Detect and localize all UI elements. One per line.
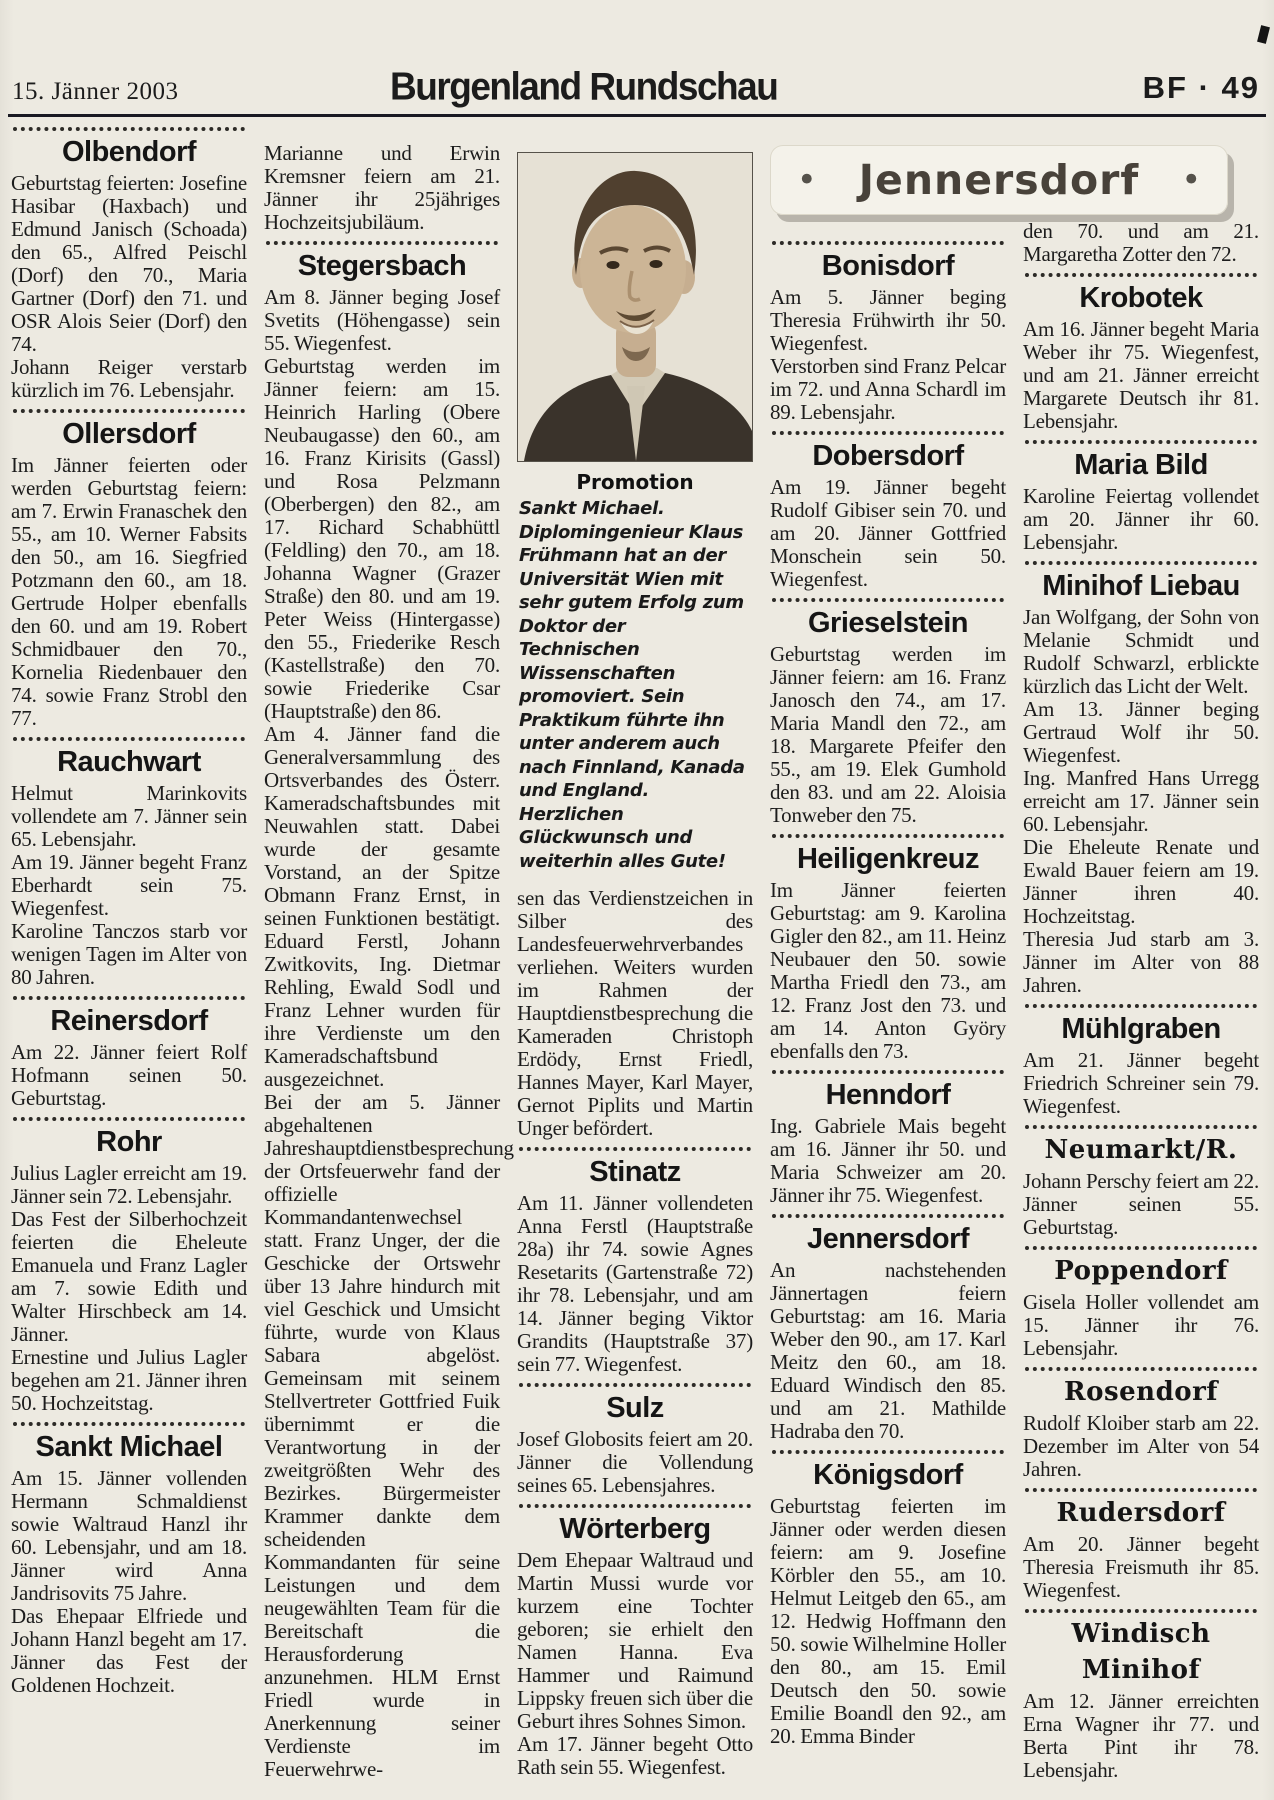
columns [11,120,1263,1782]
article-paragraph: Johann Reiger verstarb kürzlich im 76. Lebensjahr. [11,355,247,402]
article-paragraph: den 70. und am 21. Margaretha Zotter den 72. [1023,219,1259,266]
article-paragraph: Verstorben sind Franz Pelcar im 72. und Anna Schardl im 89. Lebensjahr. [770,354,1006,424]
article-paragraph: Geburtstag werden im Jänner feiern: am 16. Franz Janosch den 74., am 17. Maria Mandl den 72., am 18. Margarete Pfeifer den 55., am 19. Elek Gumhold den 83. und am 22. Aloisia Tonweber den 75. [770,642,1006,827]
section-title-henndorf: Henndorf [825,1079,951,1111]
section-title-windisch-minihof: Windisch Minihof [1071,1619,1211,1685]
article-paragraph: Am 19. Jänner begeht Franz Eberhardt sein 75. Wiegenfest. [11,850,247,920]
column-4 [770,234,1006,1748]
dotted-separator [13,1117,245,1121]
column-2 [264,141,514,1781]
article-paragraph: Gisela Holler vollendet am 15. Jänner ihr 76. Lebensjahr. [1023,1290,1259,1360]
dotted-separator [519,1383,751,1387]
dotted-separator [13,409,245,413]
newspaper-title: Burgenland Rundschau [390,65,778,108]
article-paragraph: Helmut Marinkovits vollendete am 7. Jänner sein 65. Lebensjahr. [11,781,247,851]
issue-date: 15. Jänner 2003 [12,78,179,105]
portrait-photo [517,152,753,462]
section-title-rohr: Rohr [96,1126,162,1158]
dotted-separator [1025,1488,1257,1492]
article-paragraph: Am 17. Jänner begeht Otto Rath sein 55. Wiegenfest. [517,1732,753,1779]
article-paragraph: Geburtstag feierten im Jänner oder werden diesen feiern: am 9. Josefine Körbler den 55., am 10. Helmut Leitgeb den 65., am 12. Hedwig Hoffmann den 50. sowie Wilhelmine Holler den 80., am 15. Emil Deutsch den 50. sowie Emilie Boandl den 92., am 20. Emma Binder [770,1494,1006,1748]
dotted-separator [1025,440,1257,444]
dotted-separator [772,431,1004,435]
dotted-separator [1025,273,1257,277]
scan-mark [1257,25,1270,44]
district-banner [770,145,1228,215]
article-paragraph: Das Fest der Silberhochzeit feierten die Eheleute Emanuela und Franz Lagler am 7. sowie Edith und Walter Hirschbeck am 14. Jänner. [11,1207,247,1346]
section-title-dobersdorf: Dobersdorf [812,440,964,472]
section-title-stinatz: Stinatz [589,1156,681,1188]
article-paragraph: Ing. Gabriele Mais begeht am 16. Jänner ihr 50. und Maria Schweizer am 20. Jänner ihr 75. Wiegenfest. [770,1114,1006,1207]
portrait-illustration [518,153,752,461]
article-paragraph: Am 22. Jänner feiert Rolf Hofmann seinen 50. Geburtstag. [11,1040,247,1110]
article-paragraph: An nachstehenden Jännertagen feiern Geburtstag: am 16. Maria Weber den 90., am 17. Karl Meitz den 60., am 18. Eduard Windisch den 85. und am 21. Mathilde Hadraba den 70. [770,1258,1006,1443]
dotted-separator [13,996,245,1000]
article-paragraph: Im Jänner feierten Geburtstag: am 9. Karolina Gigler den 82., am 11. Heinz Neubauer den 50. sowie Martha Friedl den 73., am 12. Franz Jost den 73. und am 14. Anton Györy ebenfalls den 73. [770,878,1006,1063]
caption-text: Sankt Michael. Diplomingenieur Klaus Frühmann hat an der Universität Wien mit sehr gutem Erfolg zum Doktor der Technischen Wissenschaften promoviert. Sein Praktikum führte ihn unter anderem auch nach Finnland, Kanada und England. Herzlichen Glückwunsch und weiterhin alles Gute! [519,498,745,872]
section-title-rudersdorf: Rudersdorf [1056,1498,1226,1528]
article-paragraph: Die Eheleute Renate und Ewald Bauer feiern am 19. Jänner ihren 40. Hochzeitstag. [1023,835,1259,928]
article-paragraph: Am 5. Jänner beging Theresia Frühwirth ihr 50. Wiegenfest. [770,285,1006,355]
section-title-k-nigsdorf: Königsdorf [813,1459,963,1491]
article-paragraph: Geburtstag feierten: Josefine Hasibar (Haxbach) und Edmund Janisch (Schoada) den 65., Alfred Peischl (Dorf) den 70., Maria Gartner (Dorf) den 71. und OSR Alois Seier (Dorf) den 74. [11,171,247,356]
column-1 [11,120,247,1697]
article-paragraph: Das Ehepaar Elfriede und Johann Hanzl begeht am 17. Jänner das Fest der Goldenen Hochzeit. [11,1604,247,1697]
dotted-separator [1025,1004,1257,1008]
dotted-separator [1025,1125,1257,1129]
section-title-maria-bild: Maria Bild [1074,449,1208,481]
section-title-rauchwart: Rauchwart [57,746,201,778]
article-paragraph: Johann Perschy feiert am 22. Jänner seinen 55. Geburtstag. [1023,1169,1259,1239]
section-title-sulz: Sulz [606,1392,664,1424]
article-paragraph: Am 19. Jänner begeht Rudolf Gibiser sein 70. und am 20. Jänner Gottfried Monschein sein 50. Wiegenfest. [770,475,1006,591]
article-paragraph: Karoline Feiertag vollendet am 20. Jänner ihr 60. Lebensjahr. [1023,484,1259,554]
article-paragraph: Am 12. Jänner erreichten Erna Wagner ihr 77. und Berta Pint ihr 78. Lebensjahr. [1023,1689,1259,1782]
dotted-separator [1025,1246,1257,1250]
article-paragraph: Marianne und Erwin Kremsner feiern am 21. Jänner ihr 25jähriges Hochzeitsjubiläum. [264,141,500,234]
article-paragraph: Am 13. Jänner beging Gertraud Wolf ihr 50. Wiegenfest. [1023,697,1259,767]
article-paragraph: Am 15. Jänner vollenden Hermann Schmaldienst sowie Waltraud Hanzl ihr 60. Lebensjahr, und am 18. Jänner wird Anna Jandrisovits 75 Jahre. [11,1466,247,1605]
article-paragraph: Theresia Jud starb am 3. Jänner im Alter von 88 Jahren. [1023,927,1259,997]
photo-caption [519,470,751,873]
article-paragraph: Am 16. Jänner begeht Maria Weber ihr 75. Wiegenfest, und am 21. Jänner erreicht Margarete Deutsch ihr 81. Lebensjahr. [1023,317,1259,433]
column-3 [517,152,753,1779]
section-title-jennersdorf: Jennersdorf [806,1223,970,1255]
section-title-reinersdorf: Reinersdorf [50,1005,208,1037]
banner-bullet-right-icon: • [1181,160,1202,200]
section-title-olbendorf: Olbendorf [61,136,197,168]
article-paragraph: Dem Ehepaar Waltraud und Martin Mussi wurde vor kurzem eine Tochter geboren; sie erhielt den Namen Hanna. Eva Hammer und Raimund Lippsky freuen sich über die Geburt ihres Sohnes Simon. [517,1548,753,1733]
article-paragraph: Josef Globosits feiert am 20. Jänner die Vollendung seines 65. Lebensjahres. [517,1427,753,1497]
dotted-separator [519,1147,751,1151]
dotted-separator [772,1450,1004,1454]
banner-label: Jennersdorf [858,156,1140,204]
article-paragraph: sen das Verdienstzeichen in Silber des Landesfeuerwehrverbandes verliehen. Weiters wurden im Rahmen der Hauptdienstbesprechung die Kameraden Christoph Erdödy, Ernst Friedl, Hannes Mayer, Karl Mayer, Gernot Piplits und Martin Unger befördert. [517,886,753,1140]
dotted-separator [772,598,1004,602]
caption-title: Promotion [576,470,694,494]
dotted-separator [1025,561,1257,565]
dotted-separator [772,834,1004,838]
dotted-separator [1025,1609,1257,1613]
dotted-separator [772,1214,1004,1218]
article-paragraph: Am 11. Jänner vollendeten Anna Ferstl (Hauptstraße 28a) ihr 74. sowie Agnes Resetarits (Gartenstraße 72) ihr 78. Lebensjahr, und am 14. Jänner beging Viktor Grandits (Hauptstraße 37) sein 77. Wiegenfest. [517,1191,753,1376]
section-title-ollersdorf: Ollersdorf [62,418,196,450]
dotted-separator [13,127,245,131]
article-paragraph: Karoline Tanczos starb vor wenigen Tagen im Alter von 80 Jahren. [11,919,247,989]
section-title-rosendorf: Rosendorf [1064,1377,1218,1407]
section-title-heiligenkreuz: Heiligenkreuz [796,843,980,875]
dotted-separator [519,1504,751,1508]
banner-bullet-left-icon: • [796,160,817,200]
page-code: BF · 49 [1142,70,1260,105]
section-title-w-rterberg: Wörterberg [559,1513,711,1545]
dotted-separator [13,1422,245,1426]
section-title-neumarkt-r: Neumarkt/R. [1044,1135,1238,1165]
article-paragraph: Im Jänner feierten oder werden Geburtstag feiern: am 7. Erwin Franaschek den 55., am 10. Werner Fabsits den 50., am 16. Siegfried Potzmann den 60., am 18. Gertrude Holper ebenfalls den 60. und am 19. Robert Schmidbauer den 70., Kornelia Riedenbauer den 74. sowie Franz Strobl den 77. [11,453,247,730]
section-title-grieselstein: Grieselstein [807,607,969,639]
section-title-bonisdorf: Bonisdorf [821,250,955,282]
masthead [8,58,1266,117]
article-paragraph: Am 20. Jänner begeht Theresia Freismuth ihr 85. Wiegenfest. [1023,1532,1259,1602]
section-title-sankt-michael: Sankt Michael [35,1431,223,1463]
section-title-minihof-liebau: Minihof Liebau [1042,570,1240,602]
article-paragraph: Geburtstag werden im Jänner feiern: am 15. Heinrich Harling (Obere Neubaugasse) den 60., am 16. Franz Kirisits (Gassl) und Rosa Pelzmann (Oberbergen) den 82., am 17. Richard Schabhüttl (Feldling) den 70., am 18. Johanna Wagner (Grazer Straße) den 80. und am 19. Peter Weiss (Hintergasse) den 55., Friederike Resch (Kastellstraße) den 70. sowie Friederike Csar (Hauptstraße) den 86. [264,354,500,723]
dotted-separator [772,1070,1004,1074]
article-paragraph: Rudolf Kloiber starb am 22. Dezember im Alter von 54 Jahren. [1023,1411,1259,1481]
article-paragraph: Am 21. Jänner begeht Friedrich Schreiner sein 79. Wiegenfest. [1023,1048,1259,1118]
section-title-poppendorf: Poppendorf [1054,1256,1228,1286]
dotted-separator [266,241,498,245]
dotted-separator [13,737,245,741]
section-title-m-hlgraben: Mühlgraben [1061,1013,1221,1045]
article-paragraph: Bei der am 5. Jänner abgehaltenen Jahreshauptdienstbesprechung der Ortsfeuerwehr fand der offizielle Kommandantenwechsel statt. Franz Unger, der die Geschicke der Ortswehr über 13 Jahre hindurch mit viel Geschick und Umsicht führte, wurde von Klaus Sabara abgelöst. Gemeinsam mit seinem Stellvertreter Gottfried Fuik übernimmt er die Verantwortung in der zweitgrößten Wehr des Bezirkes. Bürgermeister Krammer dankte dem scheidenden Kommandanten für seine Leistungen und dem neugewählten Team für die Bereitschaft die Herausforderung anzunehmen. HLM Ernst Friedl wurde in Anerkennung seiner Verdienste im Feuerwehrwe- [264,1090,514,1781]
article-paragraph: Am 8. Jänner beging Josef Svetits (Höhengasse) sein 55. Wiegenfest. [264,285,500,355]
section-title-stegersbach: Stegersbach [297,250,467,282]
dotted-separator [772,241,1004,245]
column-5 [1023,220,1259,1782]
article-paragraph: Ernestine und Julius Lagler begehen am 21. Jänner ihren 50. Hochzeitstag. [11,1345,247,1415]
article-paragraph: Am 4. Jänner fand die Generalversammlung des Ortsverbandes des Österr. Kameradschaftsbundes mit Neuwahlen statt. Dabei wurde der gesamte Vorstand, an der Spitze Obmann Franz Ernst, in seinen Funktionen bestätigt. Eduard Ferstl, Johann Zwitkovits, Ing. Dietmar Rehling, Ewald Sodl und Franz Lehner wurden für ihre Verdienste um den Kameradschaftsbund ausgezeichnet. [264,722,500,1091]
article-paragraph: Julius Lagler erreicht am 19. Jänner sein 72. Lebensjahr. [11,1161,247,1208]
section-title-krobotek: Krobotek [1079,282,1203,314]
article-paragraph: Ing. Manfred Hans Urregg erreicht am 17. Jänner sein 60. Lebensjahr. [1023,766,1259,836]
article-paragraph: Jan Wolfgang, der Sohn von Melanie Schmidt und Rudolf Schwarzl, erblickte kürzlich das Licht der Welt. [1023,605,1259,698]
dotted-separator [1025,1367,1257,1371]
